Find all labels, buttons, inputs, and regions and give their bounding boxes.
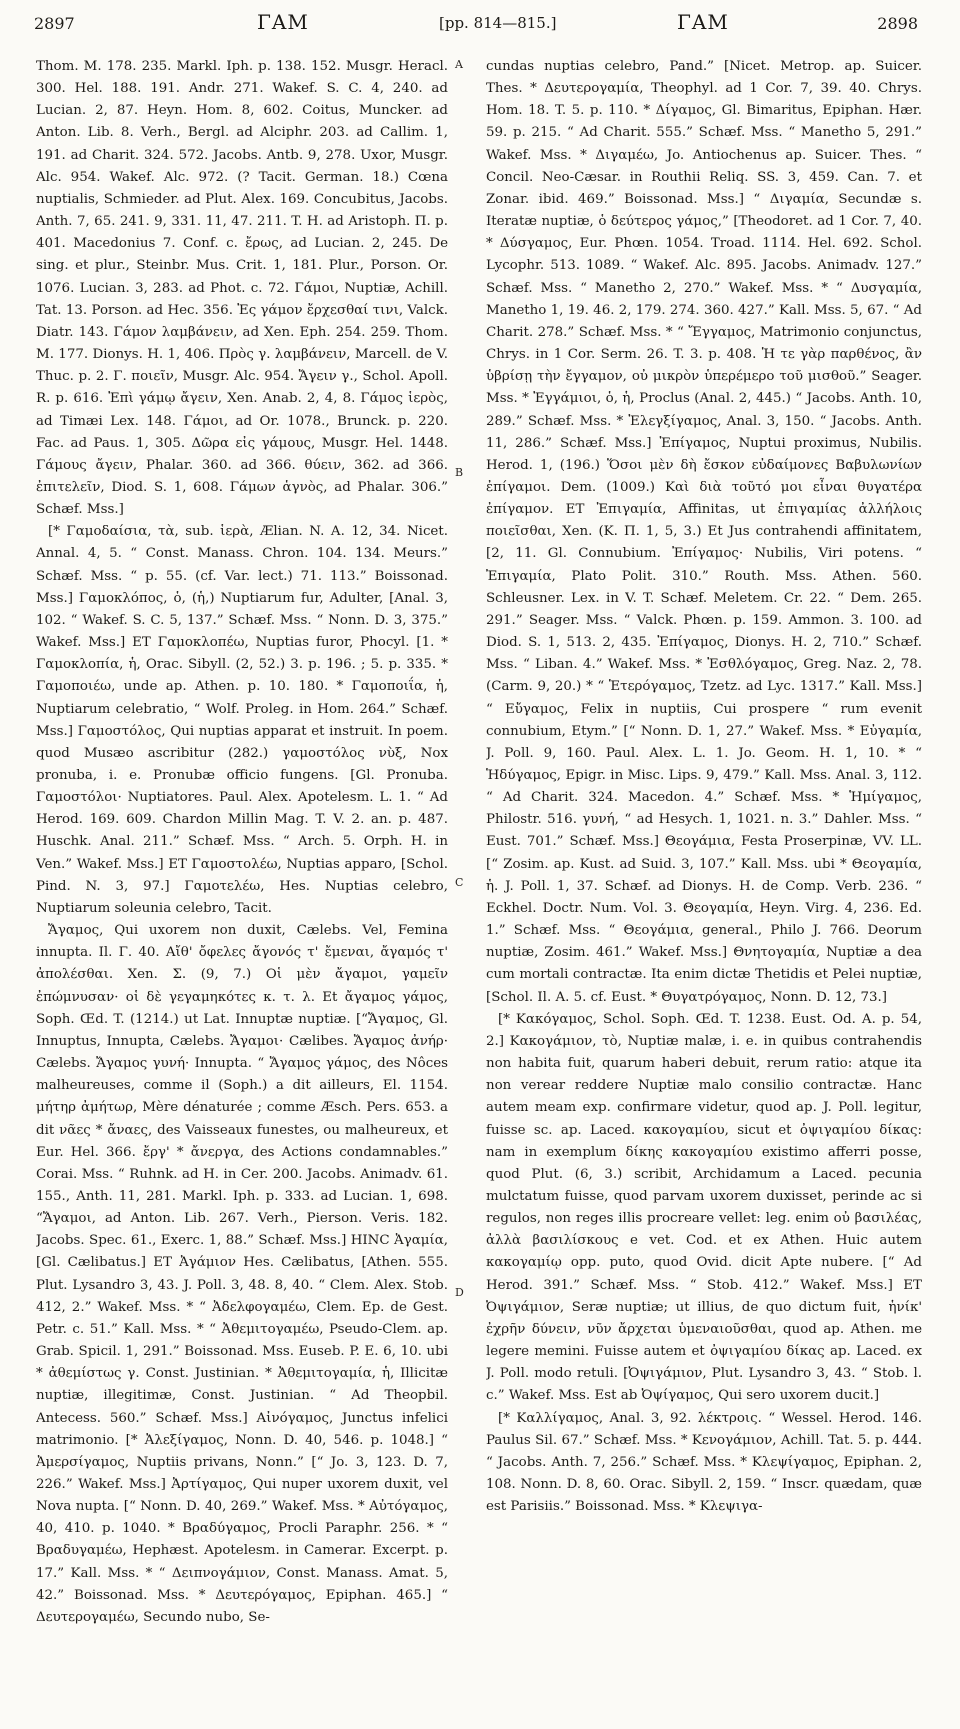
- right-paragraph-1: cundas nuptias celebro, Pand.” [Nicet. Metrop. ap. Suicer. Thes. * Δευτερογαμία, Theophyl. ad 1 Cor. 7, 39. 40. Chrys. Hom. 18. T. 5. p. 110. * Δίγαμος, Gl. Bimaritus, Epiphan. Hær. 59. p. 215. “ Ad Charit. 555.” Schæf. Mss. “ Manetho 5, 291.” Wakef. Mss. * Διγαμέω, Jo. Antiochenus ap. Suicer. Thes. “ Concil. Neo-Cæsar. in Routhii Reliq. SS. 3, 459. Can. 7. et Zonar. ibid. 469.” Boissonad. Mss.] “ Διγαμία, Secundæ s. Iteratæ nuptiæ, ὁ δεύτερος γάμος,” [Theodoret. ad 1 Cor. 7, 40. * Δύσγαμος, Eur. Phœn. 1054. Troad. 1114. Hel. 692. Schol. Lycophr. 513. 1089. “ Wakef. Alc. 895. Jacobs. Animadv. 127.” Schæf. Mss. “ Manetho 2, 270.” Wakef. Mss. * “ Δυσγαμία, Manetho 1, 19. 46. 2, 179. 274. 360. 427.” Kall. Mss. 5, 67. “ Ad Charit. 278.” Schæf. Mss. * “ Ἔγγαμος, Matrimonio conjunctus, Chrys. in 1 Cor. Serm. 26. T. 3. p. 408. Ἡ τε γὰρ παρθένος, ἂν ὑβρίσῃ τὴν ἔγγαμον, οὐ μικρὸν ὑπερέμερο τοῦ μισθοῦ.” Seager. Mss. * Ἐγγάμιοι, ὁ, ἡ, Proclus (Anal. 2, 445.) “ Jacobs. Anth. 10, 289.” Schæf. Mss. * Ἐλεγξίγαμος, Anal. 3, 150. “ Jacobs. Anth. 11, 286.” Schæf. Mss.] Ἐπίγαμος, Nuptui proximus, Nubilis. Herod. 1, (196.) Ὅσοι μὲν δὴ ἔσκον εὐδαίμονες Βαβυλωνίων ἐπίγαμοι. Dem. (1009.) Καὶ διὰ τοῦτό μοι εἶναι θυγατέρα ἐπίγαμον. ET Ἐπιγαμία, Affinitas, ut ἐπιγαμίας ἀλλήλοις ποιεῖσθαι, Xen. (K. Π. 1, 5, 3.) Et Jus contrahendi affinitatem, [2, 11. Gl. Connubium. Ἐπίγαμος· Nubilis, Viri potens. “ Ἐπιγαμία, Plato Polit. 310.” Routh. Mss. Athen. 560. Schleusner. Lex. in V. T. Schæf. Meletem. Cr. 22. “ Dem. 265. 291.” Seager. Mss. “ Valck. Phœn. p. 159. Ammon. 3. 100. ad Diod. S. 1, 513. 2, 435. Ἐπίγαμος, Dionys. H. 2, 710.” Schæf. Mss. “ Liban. 4.” Wakef. Mss. * Ἐσθλόγαμος, Greg. Naz. 2, 78. (Carm. 9, 20.) * “ Ἑτερόγαμος, Tzetz. ad Lyc. 1317.” Kall. Mss.] “ Εὔγαμος, Felix in nuptiis, Cui prospere “ rum evenit connubium, Etym.” [“ Nonn. D. 1, 27.” Wakef. Mss. * Εὐγαμία, J. Poll. 9, 160. Paul. Alex. L. 1. Jo. Geom. H. 1, 10. * “ Ἡδύγαμος, Epigr. in Misc. Lips. 9, 479.” Kall. Mss. Anal. 3, 112. “ Ad Charit. 324. Macedon. 4.” Schæf. Mss. * Ἡμίγαμος, Philostr. 516. γυνή, “ ad Hesych. 1, 1021. n. 3.” Dahler. Mss. “ Eust. 701.” Schæf. Mss.] Θεογάμια, Festa Proserpinæ, VV. LL. [“ Zosim. ap. Kust. ad Suid. 3, 107.” Kall. Mss. ubi * Θεογαμία, ἡ. J. Poll. 1, 37. Schæf. ad Dionys. H. de Comp. Verb. 236. “ Eckhel. Doctr. Num. Vol. 3. Θεογαμία, Heyn. Virg. 4, 236. Ed. 1.” Schæf. Mss. “ Θεογάμια, general., Philo J. 766. Deorum nuptiæ, Zosim. 461.” Wakef. Mss.] Θνητογαμία, Nuptiæ a dea cum mortali contractæ. Ita enim dictæ Thetidis et Pelei nuptiæ, [Schol. Il. A. 5. cf. Eust. * Θυγατρόγαμος, Nonn. D. 12, 73.]: [486, 59, 922, 1005]
- margin-letter-c: C: [455, 876, 464, 889]
- page-number-left: 2897: [34, 14, 75, 33]
- left-column: [36, 56, 448, 1711]
- left-paragraph-3: Ἄγαμος, Qui uxorem non duxit, Cælebs. Vel, Femina innupta. Il. Γ. 40. Αἴθ' ὄφελες ἄγονός τ' ἔμεναι, ἄγαμός τ' ἀπολέσθαι. Xen. Σ. (9, 7.) Οἱ μὲν ἄγαμοι, γαμεῖν ἐπώμνυσαν· οἱ δὲ γεγαμηκότες κ. τ. λ. Et ἄγαμος γάμος, Soph. Œd. T. (1214.) ut Lat. Innuptæ nuptiæ. [“Ἄγαμος, Gl. Innuptus, Innupta, Cælebs. Ἄγαμοι· Cælibes. Ἄγαμος ἀνήρ· Cælebs. Ἄγαμος γυνή· Innupta. “ Ἄγαμος γάμος, des Nôces malheureuses, comme il (Soph.) a dit ailleurs, El. 1154. μήτηρ ἀμήτωρ, Mère dénaturée ; comme Æsch. Pers. 653. a dit νᾶες * ἄναες, des Vaisseaux funestes, ou malheureux, et Eur. Hel. 366. ἔργ' * ἄνεργα, des Actions condamnables.” Corai. Mss. “ Ruhnk. ad H. in Cer. 200. Jacobs. Animadv. 61. 155., Anth. 11, 281. Markl. Iph. p. 333. ad Lucian. 1, 698. “Ἄγαμοι, ad Anton. Lib. 267. Verh., Pierson. Veris. 182. Jacobs. Spec. 61., Exerc. 1, 88.” Schæf. Mss.] HINC Ἀγαμία, [Gl. Cælibatus.] ET Ἀγάμιον Hes. Cælibatus, [Athen. 555. Plut. Lysandro 3, 43. J. Poll. 3, 48. 8, 40. “ Clem. Alex. Stob. 412, 2.” Wakef. Mss. * “ Ἀδελφογαμέω, Clem. Ep. de Gest. Petr. c. 51.” Kall. Mss. * “ Ἀθεμιτογαμέω, Pseudo-Clem. ap. Grab. Spicil. 1, 291.” Boissonad. Mss. Euseb. P. E. 6, 10. ubi * ἀθεμίστως γ. Const. Justinian. * Ἀθεμιτογαμία, ἡ, Illicitæ nuptiæ, illegitimæ, Const. Justinian. “ Ad Theopbil. Antecess. 560.” Schæf. Mss.] Αἰνόγαμος, Junctus infelici matrimonio. [* Ἀλεξίγαμος, Nonn. D. 40, 546. p. 1048.] “ Ἀμερσίγαμος, Nuptiis privans, Nonn.” [“ Jo. 3, 123. D. 7, 226.” Wakef. Mss.] Ἀρτίγαμος, Qui nuper uxorem duxit, vel Nova nupta. [“ Nonn. D. 40, 269.” Wakef. Mss. * Αὐτόγαμος, 40, 410. p. 1040. * Βραδύγαμος, Procli Paraphr. 256. * “ Βραδυγαμέω, Hephæst. Apotelesm. in Camerar. Excerpt. p. 17.” Kall. Mss. * “ Δειπνογάμιον, Const. Manass. Amat. 5, 42.” Boissonad. Mss. * Δευτερόγαμος, Epiphan. 465.] “ Δευτερογαμέω, Secundo nubo, Se-: [36, 923, 448, 1625]
- right-paragraph-3: [* Καλλίγαμος, Anal. 3, 92. λέκτροις. “ Wessel. Herod. 146. Paulus Sil. 67.” Schæf. Mss. * Κενογάμιον, Achill. Tat. 5. p. 444. “ Jacobs. Anth. 7, 256.” Schæf. Mss. * Κλεψίγαμος, Epiphan. 2, 108. Nonn. D. 8, 60. Orac. Sibyll. 2, 159. “ Inscr. quædam, quæ est Parisiis.” Boissonad. Mss. * Κλεψιγα-: [486, 1410, 922, 1515]
- right-column: [486, 56, 922, 1711]
- left-paragraph-2: [* Γαμοδαίσια, τὰ, sub. ἱερὰ, Ælian. N. A. 12, 34. Nicet. Annal. 4, 5. “ Const. Manass. Chron. 104. 134. Meurs.” Schæf. Mss. “ p. 55. (cf. Var. lect.) 71. 113.” Boissonad. Mss.] Γαμοκλόπος, ὁ, (ἡ,) Nuptiarum fur, Adulter, [Anal. 3, 102. “ Wakef. S. C. 5, 137.” Schæf. Mss. “ Nonn. D. 3, 375.” Wakef. Mss.] ET Γαμοκλοπέω, Nuptias furor, Phocyl. [1. * Γαμοκλοπία, ἡ, Orac. Sibyll. (2, 52.) 3. p. 196. ; 5. p. 335. * Γαμοποιέω, unde ap. Athen. p. 10. 180. * Γαμοποιΐα, ἡ, Nuptiarum celebratio, “ Wolf. Proleg. in Hom. 264.” Schæf. Mss.] Γαμοστόλος, Qui nuptias apparat et instruit. In poem. quod Musæo ascribitur (282.) γαμοστόλος νὺξ, Nox pronuba, i. e. Pronubæ officio fungens. [Gl. Pronuba. Γαμοστόλοι· Nuptiatores. Paul. Alex. Apotelesm. L. 1. “ Ad Herod. 169. 609. Chardon Millin Mag. T. V. 2. an. p. 487. Huschk. Anal. 211.” Schæf. Mss. “ Arch. 5. Orph. H. in Ven.” Wakef. Mss.] ET Γαμοστολέω, Nuptias apparo, [Schol. Pind. N. 3, 97.] Γαμοτελέω, Hes. Nuptias celebro, Nuptiarum soleunia celebro, Tacit.: [36, 524, 448, 916]
- page-number-right: 2898: [877, 14, 918, 33]
- margin-letter-a: A: [455, 58, 463, 71]
- right-paragraph-2: [* Κακόγαμος, Schol. Soph. Œd. T. 1238. Eust. Od. A. p. 54, 2.] Κακογάμιον, τὸ, Nuptiæ malæ, i. e. in quibus contrahendis non habita fuit, quarum haberi debuit, rerum ratio: atque ita non verear reddere Nuptiæ malo consilio contractæ. Hanc autem meam exp. confirmare videtur, quod ap. J. Poll. legitur, fuisse sc. ap. Laced. κακογαμίου, sicut et ὀψιγαμίου δίκας: nam in exemplum δίκης κακογαμίου existimo afferri posse, quod Plut. (6, 3.) scribit, Archidamum a Laced. pecunia mulctatum fuisse, quod parvam uxorem duxisset, perinde ac si regulos, non reges illis procreare vellet: leg. enim οὐ βασιλέας, ἀλλὰ βασιλίσκους e vet. Cod. et ex Athen. Huic autem κακογαμίῳ opp. puto, quod Ovid. dicit Apte nubere. [“ Ad Herod. 391.” Schæf. Mss. “ Stob. 412.” Wakef. Mss.] ET Ὀψιγάμιον, Seræ nuptiæ; ut illius, de quo dictum fuit, ἡνίκ' ἐχρῆν δύνειν, νῦν ἄρχεται ὑμεναιοῦσθαι, quod ap. Athen. me legere memini. Fuisse autem et ὀψιγαμίου δίκας ap. Laced. ex J. Poll. modo retuli. [Ὀψιγάμιον, Plut. Lysandro 3, 43. “ Stob. l. c.” Wakef. Mss. Est ab Ὀψίγαμος, Qui sero uxorem ducit.]: [486, 1011, 922, 1404]
- margin-letter-b: B: [455, 466, 464, 479]
- margin-letter-d: D: [455, 1286, 464, 1299]
- running-title-right: ΓΑΜ: [677, 10, 729, 34]
- page-range: [pp. 814—815.]: [439, 14, 557, 32]
- left-paragraph-1: Thom. M. 178. 235. Markl. Iph. p. 138. 152. Musgr. Heracl. 300. Hel. 188. 191. Andr. 271. Wakef. S. C. 4, 240. ad Lucian. 2, 87. Heyn. Hom. 8, 602. Coitus, Muncker. ad Anton. Lib. 8. Verh., Bergl. ad Alciphr. 203. ad Callim. 1, 191. ad Charit. 324. 572. Jacobs. Antb. 9, 278. Uxor, Musgr. Alc. 954. Wakef. Alc. 972. (? Tacit. German. 18.) Cœna nuptialis, Schmieder. ad Plut. Alex. 169. Concubitus, Jacobs. Anth. 7, 65. 241. 9, 331. 11, 47. 211. T. H. ad Aristoph. Π. p. 401. Macedonius 7. Conf. c. ἔρως, ad Lucian. 2, 245. De sing. et plur., Steinbr. Mus. Crit. 1, 181. Plur., Porson. Or. 1076. Lucian. 3, 283. ad Phot. c. 72. Γάμοι, Nuptiæ, Achill. Tat. 13. Porson. ad Hec. 356. Ἐς γάμον ἔρχεσθαί τινι, Valck. Diatr. 143. Γάμον λαμβάνειν, ad Xen. Eph. 254. 259. Thom. M. 177. Dionys. H. 1, 406. Πρὸς γ. λαμβάνειν, Marcell. de V. Thuc. p. 2. Γ. ποιεῖν, Musgr. Alc. 954. Ἄγειν γ., Schol. Apoll. R. p. 616. Ἐπὶ γάμῳ ἄγειν, Xen. Anab. 2, 4, 8. Γάμος ἱερὸς, ad Timæi Lex. 148. Γάμοι, ad Or. 1078., Brunck. p. 220. Fac. ad Paus. 1, 305. Δῶρα εἰς γάμους, Musgr. Hel. 1448. Γάμους ἄγειν, Phalar. 360. ad 366. θύειν, 362. ad 366. ἐπιτελεῖν, Diod. S. 1, 608. Γάμων ἁγνὸς, ad Phalar. 306.” Schæf. Mss.]: [36, 59, 448, 518]
- page-header: [34, 10, 918, 40]
- running-title-left: ΓΑΜ: [257, 10, 309, 34]
